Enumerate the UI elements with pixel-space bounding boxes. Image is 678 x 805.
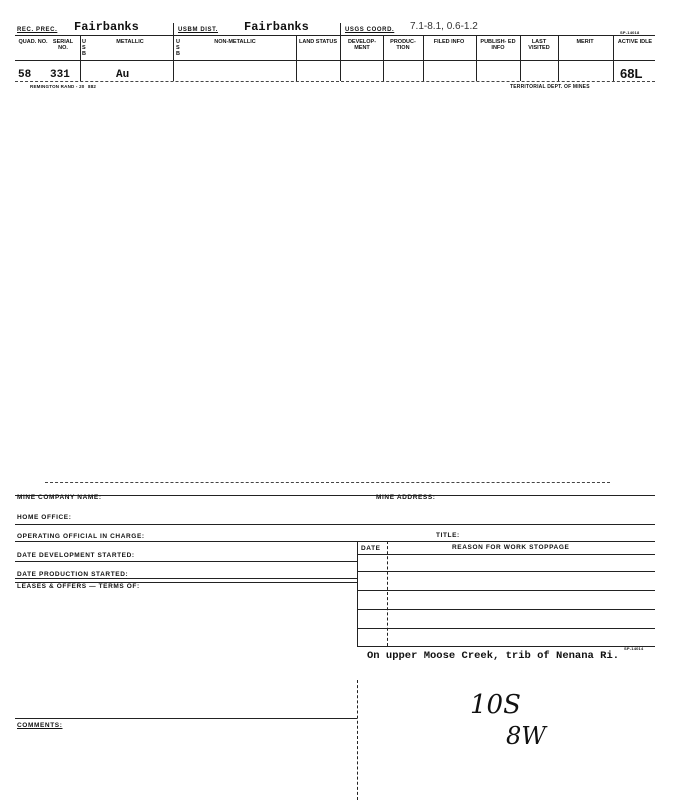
- handwritten-note-line1: 10S: [470, 690, 521, 720]
- prod-date-rule: [15, 578, 357, 579]
- col-divider: [613, 36, 614, 81]
- stoppage-left-border: [357, 541, 358, 646]
- col-development: DEVELOP- MENT: [347, 39, 377, 51]
- col-divider: [520, 36, 521, 81]
- form-number-top: SP-14018: [620, 30, 640, 35]
- col-merit: MERIT: [576, 39, 594, 45]
- dev-date-rule: [15, 561, 357, 562]
- rec-prec-value: Fairbanks: [74, 20, 139, 34]
- leases-label: LEASES & OFFERS — TERMS OF:: [17, 583, 140, 590]
- stoppage-row-rule: [357, 590, 655, 591]
- remington-label: REMINGTON RAND - 20: [30, 84, 85, 89]
- stoppage-date-divider: [387, 541, 388, 646]
- date-development-label: DATE DEVELOPMENT STARTED:: [17, 552, 135, 559]
- top-dashed-rule: [45, 482, 610, 483]
- col-usbm-nonmetallic: U S B: [176, 39, 180, 57]
- comments-label: COMMENTS:: [17, 722, 63, 729]
- col-serial-no: SERIAL NO.: [52, 39, 74, 51]
- handwritten-note-line2: 8W: [506, 722, 546, 750]
- date-header: DATE: [361, 545, 381, 552]
- col-last-visited: LAST VISITED: [528, 39, 550, 51]
- record-quad: 58: [18, 69, 32, 81]
- stoppage-row-rule: [357, 609, 655, 610]
- col-divider: [558, 36, 559, 81]
- record-rule: [15, 81, 655, 82]
- location-note: On upper Moose Creek, trib of Nenana Ri.: [367, 650, 620, 662]
- header-top-rule: [15, 35, 655, 36]
- title-label: TITLE:: [436, 532, 460, 539]
- stoppage-row-rule: [357, 646, 655, 647]
- record-serial: 331: [50, 69, 70, 81]
- record-metallic: Au: [116, 69, 130, 81]
- col-metallic: METALLIC: [116, 39, 144, 45]
- usgs-coord-label: USGS COORD.: [345, 27, 395, 33]
- col-divider: [476, 36, 477, 81]
- stoppage-header-rule: [357, 554, 655, 555]
- col-active-idle: ACTIVE IDLE: [617, 39, 653, 45]
- stoppage-row-rule: [357, 628, 655, 629]
- col-quad-no: QUAD. NO.: [18, 39, 48, 45]
- col-usbm-metallic: U S B: [82, 39, 86, 57]
- company-rule: [15, 495, 655, 496]
- col-divider: [296, 36, 297, 81]
- col-divider: [423, 36, 424, 81]
- col-non-metallic: NON-METALLIC: [214, 39, 256, 45]
- col-divider: [340, 23, 341, 81]
- mine-address-label: MINE ADDRESS:: [376, 494, 436, 501]
- col-production: PRODUC- TION: [390, 39, 416, 51]
- mine-company-name-label: MINE COMPANY NAME:: [17, 494, 102, 501]
- usgs-coord-value: 7.1-8.1, 0.6-1.2: [410, 21, 478, 32]
- record-code: 68L: [620, 66, 643, 81]
- comments-divider: [357, 680, 358, 800]
- col-divider: [383, 36, 384, 81]
- rec-prec-label: REC. PREC.: [17, 27, 58, 33]
- territorial-dept: TERRITORIAL DEPT. OF MINES: [510, 84, 590, 90]
- code-882: 882: [88, 84, 97, 89]
- col-land-status: LAND STATUS: [299, 39, 337, 45]
- col-published-info: PUBLISH- ED INFO: [480, 39, 516, 51]
- official-rule: [15, 541, 655, 542]
- comments-rule: [15, 718, 357, 719]
- operating-official-label: OPERATING OFFICIAL IN CHARGE:: [17, 533, 145, 540]
- reason-header: REASON FOR WORK STOPPAGE: [452, 544, 570, 551]
- home-office-label: HOME OFFICE:: [17, 514, 72, 521]
- col-filed-info: FILED INFO: [433, 39, 465, 45]
- col-divider: [173, 23, 174, 81]
- usbm-dist-value: Fairbanks: [244, 20, 309, 34]
- home-office-rule: [15, 524, 655, 525]
- date-production-label: DATE PRODUCTION STARTED:: [17, 571, 129, 578]
- usbm-dist-label: USBM DIST.: [178, 27, 219, 33]
- form-number-bottom: SP-14014: [624, 646, 644, 651]
- col-divider: [80, 36, 81, 81]
- stoppage-row-rule: [357, 571, 655, 572]
- header-bottom-rule: [15, 60, 655, 61]
